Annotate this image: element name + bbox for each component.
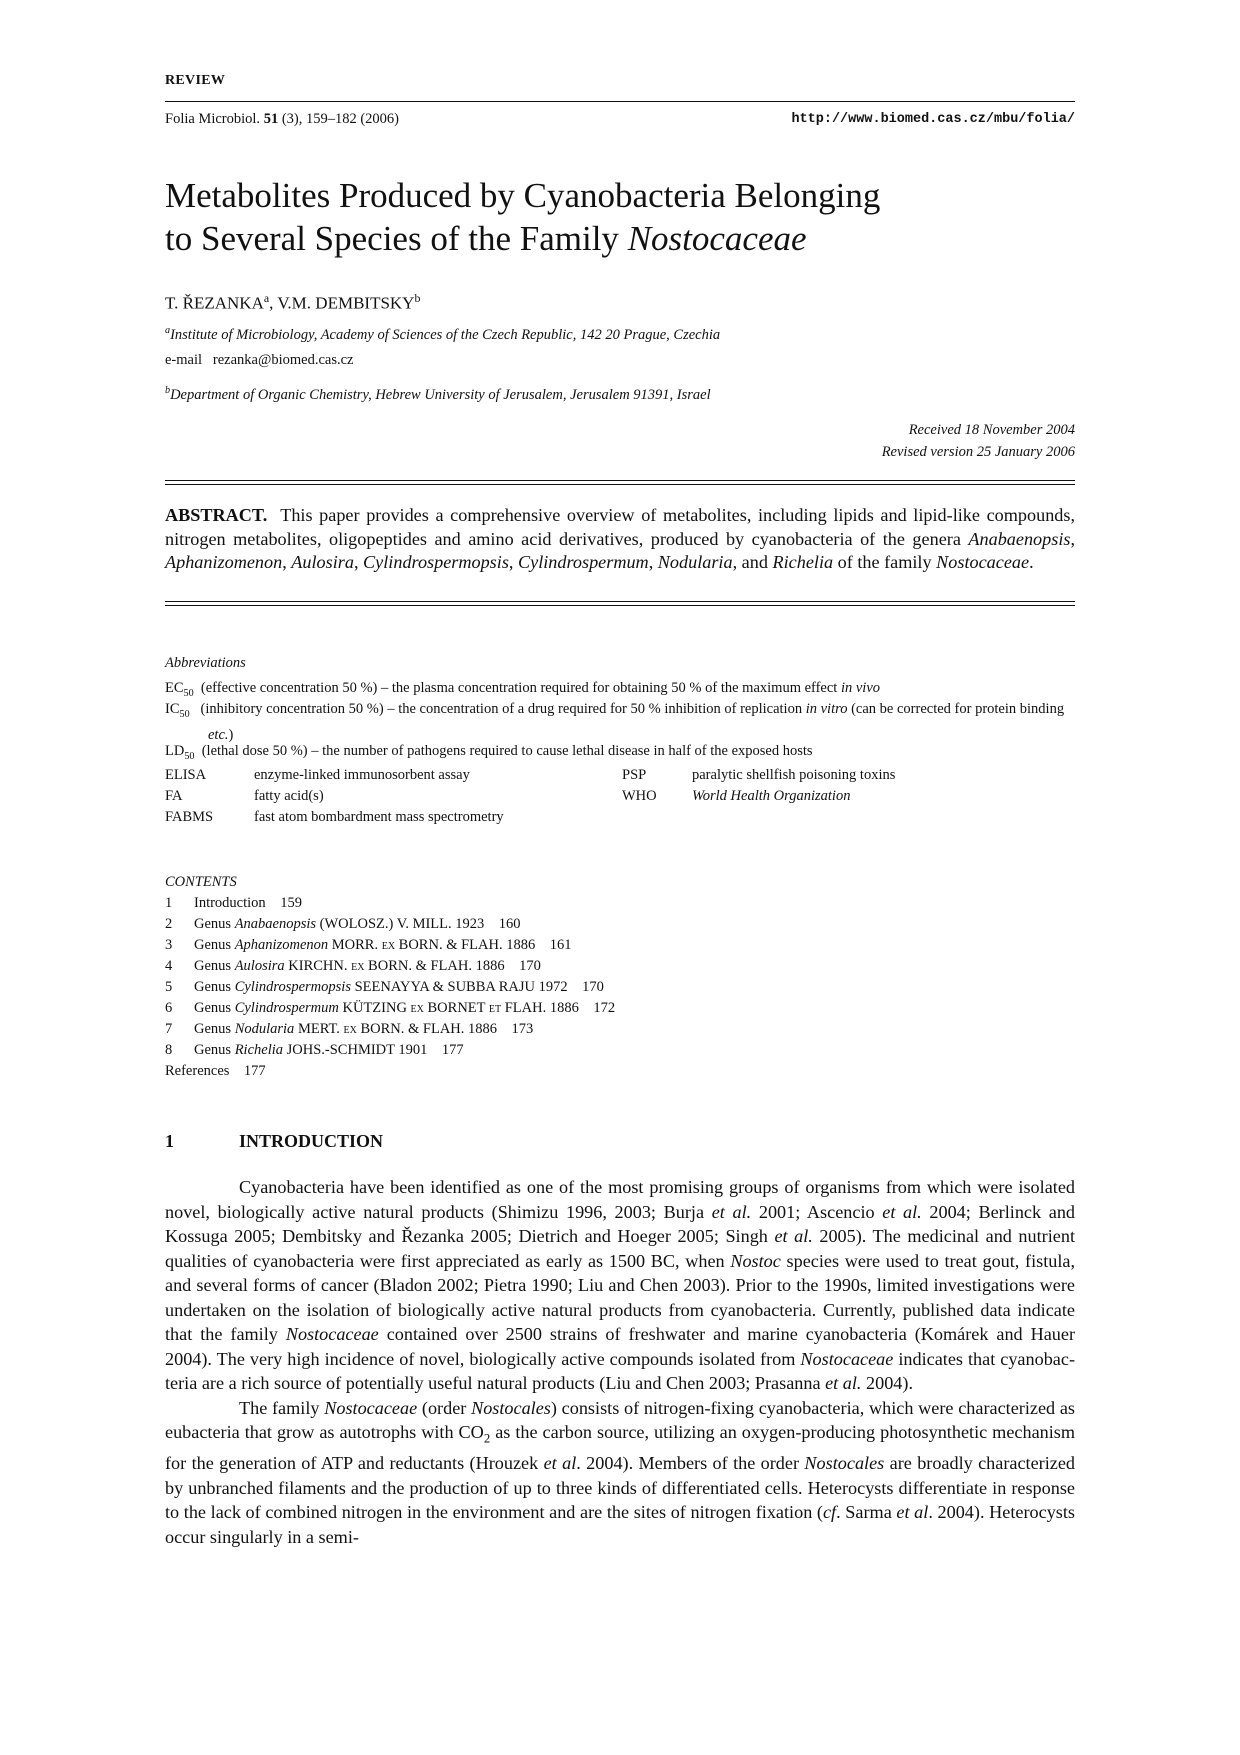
affiliation-a: $^a$Institute of Microbiology, Academy of Sciences of the Czech Republic, 142 20 Prague, Czechia (165, 325, 721, 343)
toc-item[interactable]: 4 Genus Aulosira KIRCHN. ex BORN. & FLAH. 1886 170 (165, 958, 541, 974)
contents-heading: CONTENTS (165, 874, 237, 890)
toc-item[interactable]: 1 Introduction 159 (165, 895, 302, 911)
journal-citation: Folia Microbiol. 51 (3), 159–182 (2006) (165, 111, 400, 127)
abstract-rule-bottom (165, 601, 1075, 606)
journal-url[interactable]: http://www.biomed.cas.cz/mbu/folia/ (791, 112, 1075, 127)
abbreviation-ld50: $LD_{50}$ (lethal dose 50 %) – the number of pathogens required to cause lethal disease in half of the exposed hosts (165, 743, 813, 762)
paragraph: The family Nostocaceae (order Nostocales) consists of nitrogen-fixing cyanobacteria, which were characterized as eubacteria that grow as autotrophs with $CO_2$ as the carbon source, utilizing an oxygen-producing photosynthetic mechanism for the generation of ATP and reductants (Hrouzek et al. 2004). Members of the order Nostocales are broadly characterized by unbranched filaments and the production of up to three kinds of differentiated cells. Heterocysts differentiate in response to the lack of combined nitrogen in the environment and are the sites of nitrogen fixation (cf. Sarma et al. 2004). Heterocysts occur singularly in a semi- (165, 1397, 1076, 1547)
received-dates: Received 18 November 2004 Revised version 25 January 2006 (881, 422, 1075, 460)
author-email: e-mail rezanka@biomed.cas.cz (165, 352, 354, 368)
header-rule (165, 101, 1075, 102)
paper-page: REVIEW Folia Microbiol. 51 (3), 159–182 (2006) http://www.biomed.cas.cz/mbu/folia/ Metabolites Produced by Cyanobacteria Belonging to Several Species of the Family Nostocaceae T. ŘEZANKA$^a$, V.M. DEMBITSKY$^b$ $^a$Institute of Microbiology, Academy of Sciences of the Czech Republic, 142 20 Prague, Czechia e-mail rezanka@biomed.cas.cz $^b$Department of Organic Chemistry, Hebrew University of Jerusalem, Jerusalem 91391, Israel Received 18 November 2004 Revised version 25 January 2006 ABSTRACT. This paper provides a comprehensive overview of metabolites, including lipids and lipid-like compounds, nitrogen metabolites, oligopeptides and amino acid derivatives, produced by cyanobacteria of the genera Anabaenopsis, Aphanizomenon, Aulosira, Cylindrospermopsis, Cylindrospermum, Nodularia, and Richelia of the family Nostocaceae. Abbreviations $EC_{50}$ (effective concentration 50 %) – the plasma concentration required for obtaining 50 % of the maximum effect in vivo $IC_{50}$ (inhibitory concentration 50 %) – the concentration of a drug required for 50 % inhibition of replication in vitro (can be corrected for protein binding etc.) $LD_{50}$ (lethal dose 50 %) – the number of pathogens required to cause lethal disease in half of the exposed hosts ELISA enzyme-linked immunosorbent assay PSP paralytic shellfish poisoning toxins FA fatty acid(s) WHO World Health Organization FABMS fast atom bombardment mass spectrometry CONTENTS 1 Introduction 159 2 Genus Anabaenopsis (WOLOSZ.) V. MILL. 1923 160 3 Genus Aphanizomenon MORR. ex BORN. & FLAH. 1886 161 4 Genus Aulosira KIRCHN. ex BORN. & FLAH. 1886 170 5 Genus Cylindrospermopsis SEENAYYA & SUBBA RAJU 1972 170 6 Genus Cylindrospermum KÜTZING ex BORNET et FLAH. 1886 172 7 Genus Nodularia MERT. ex BORN. & FLAH. 1886 173 8 Genus Richelia JOHS.-SCHMIDT 1901 177 References 177 1 INTRODUCTION Cyanobacteria have been identified as one of the most promising groups of organisms from which were isolated novel, biologically active natural products (Shimizu 1996, 2003; Burja et al. 2001; Ascencio et al. 2004; Berlinck and Kossuga 2005; Dembitsky and Řezanka 2005; Dietrich and Hoeger 2005; Singh et al. 2005). The medicinal and nutrient qualities of cyanobacteria were first appreciated as early as 1500 BC, when Nostoc species were used to treat gout, fistula, and several forms of cancer (Bladon 2002; Pietra 1990; Liu and Chen 2003). Prior to the 1990s, limited investigations were undertaken on the isolation of biologically active natural products from cyanobacteria. Currently, published data indicate that the family Nostocaceae contained over 2500 strains of freshwater and marine cyanobacteria (Komárek and Hauer 2004). The very high incidence of novel, biologically active compounds isolated from Nostocaceae indicates that cyanobacteria are a rich source of potentially useful natural products (Liu and Chen 2003; Prasanna et al. 2004). The family Nostocaceae (order Nostocales) consists of nitrogen-fixing cyanobacteria, which were characterized as eubacteria that grow as autotrophs with $CO_2$ as the carbon source, utilizing an oxygen-producing photosynthetic mechanism for the generation of ATP and reductants (Hrouzek et al. 2004). Members of the order Nostocales are broadly characterized by unbranched filaments and the production of up to three kinds of differentiated cells. Heterocysts differentiate in response to the lack of combined nitrogen in the environment and are the sites of nitrogen fixation (cf. Sarma et al. 2004). Heterocysts occur singularly in a semi- (165, 0, 1075, 1755)
author-list: T. ŘEZANKA$^a$, V.M. DEMBITSKY$^b$ (165, 291, 421, 313)
abstract: ABSTRACT. This paper provides a comprehensive overview of metabolites, including lipids and lipid-like compounds, nitrogen metabolites, oligopeptides and amino acid derivatives, produced by cyanobacteria of the genera Anabaenopsis, Aphanizomenon, Aulosira, Cylindrospermopsis, Cylindrospermum, Nodularia, and Richelia of the family Nostocaceae. (165, 505, 1076, 572)
toc-references[interactable]: References 177 (165, 1063, 266, 1079)
affiliation-b: $^b$Department of Organic Chemistry, Hebrew University of Jerusalem, Jerusalem 91391, Israel (165, 385, 711, 403)
abbreviation-ec50: $EC_{50}$ (effective concentration 50 %) – the plasma concentration required for obtaining 50 % of the maximum effect in vivo (165, 680, 881, 699)
paragraph: Cyanobacteria have been identified as one of the most promising groups of organisms from which were isolated novel, biologically active natural products (Shimizu 1996, 2003; Burja et al. 2001; Ascencio et al. 2004; Berlinck and Kossuga 2005; Dembitsky and Řezanka 2005; Dietrich and Hoeger 2005; Singh et al. 2005). The medicinal and nutrient qualities of cyanobacteria were first appreciated as early as 1500 BC, when Nostoc species were used to treat gout, fistula, and several forms of cancer (Bladon 2002; Pietra 1990; Liu and Chen 2003). Prior to the 1990s, limited investigations were undertaken on the isolation of biologically active natural products from cyanobacteria. Currently, published data indicate that the family Nostocaceae contained over 2500 strains of freshwater and marine cyanobacteria (Komárek and Hauer 2004). The very high incidence of novel, biologically active compounds isolated from Nostocaceae indicates that cyanobacteria are a rich source of potentially useful natural products (Liu and Chen 2003; Prasanna et al. 2004). (165, 1177, 1076, 1393)
paper-title: Metabolites Produced by Cyanobacteria Belonging to Several Species of the Family Nostocaceae (165, 176, 881, 258)
abbreviations-heading: Abbreviations (165, 655, 246, 671)
section-type-label: REVIEW (165, 73, 226, 88)
abstract-rule-top (165, 480, 1075, 485)
toc-item[interactable]: 8 Genus Richelia JOHS.-SCHMIDT 1901 177 (165, 1042, 464, 1058)
section-heading: 1 INTRODUCTION (165, 1131, 384, 1151)
toc-item[interactable]: 7 Genus Nodularia MERT. ex BORN. & FLAH. 1886 173 (165, 1021, 534, 1037)
toc-item[interactable]: 5 Genus Cylindrospermopsis SEENAYYA & SUBBA RAJU 1972 170 (165, 979, 604, 995)
abbreviation-ic50: $IC_{50}$ (inhibitory concentration 50 %) – the concentration of a drug required for 50 % inhibition of replication in vitro (can be corrected for protein binding etc.) (165, 701, 1065, 743)
toc-item[interactable]: 6 Genus Cylindrospermum KÜTZING ex BORNET et FLAH. 1886 172 (165, 1000, 616, 1016)
toc-item[interactable]: 2 Genus Anabaenopsis (WOLOSZ.) V. MILL. 1923 160 (165, 916, 521, 932)
toc-item[interactable]: 3 Genus Aphanizomenon MORR. ex BORN. & FLAH. 1886 161 (165, 937, 572, 953)
body-text (165, 1175, 1075, 1549)
